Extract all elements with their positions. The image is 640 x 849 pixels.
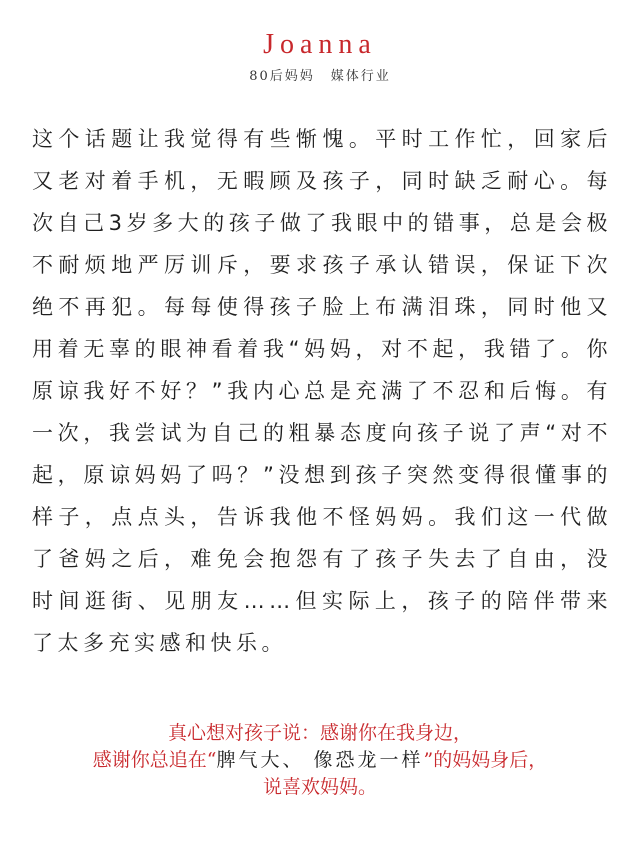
closing-line-1: 真心想对孩子说：感谢你在我身边， (167, 722, 472, 744)
closing-line-2 (0, 747, 640, 774)
author-name: Joanna (263, 29, 377, 60)
closing-line-2-suffix: ”的妈妈身后， (423, 749, 548, 771)
header (0, 28, 640, 86)
author-job-label: 媒体行业 (330, 69, 391, 84)
closing-line-2-quote: 脾气大、 像恐龙一样 (216, 749, 424, 771)
closing-line-2-prefix: 感谢你总追在“ (92, 749, 217, 771)
author-subtitle (0, 68, 640, 86)
author-age-label: 80后妈妈 (249, 69, 315, 84)
handwritten-paragraph: 这个话题让我觉得有些惭愧。平时工作忙，回家后又老对着手机，无暇顾及孩子，同时缺乏耐心。每次自己3岁多大的孩子做了我眼中的错事，总是会极不耐烦地严厉训斥，要求孩子承认错误，保证下次绝不再犯。每每使得孩子脸上布满泪珠，同时他又用着无辜的眼神看着我“妈妈，对不起，我错了。你原谅我好不好？”我内心总是充满了不忍和后悔。有一次，我尝试为自己的粗暴态度向孩子说了声“对不起，原谅妈妈了吗？”没想到孩子突然变得很懂事的样子，点点头，告诉我他不怪妈妈。我们这一代做了爸妈之后，难免会抱怨有了孩子失去了自由，没时间逛街、见朋友……但实际上，孩子的陪伴带来了太多充实感和快乐。 (32, 127, 612, 655)
closing-message (0, 720, 640, 801)
closing-line-3: 说喜欢妈妈。 (262, 776, 377, 798)
